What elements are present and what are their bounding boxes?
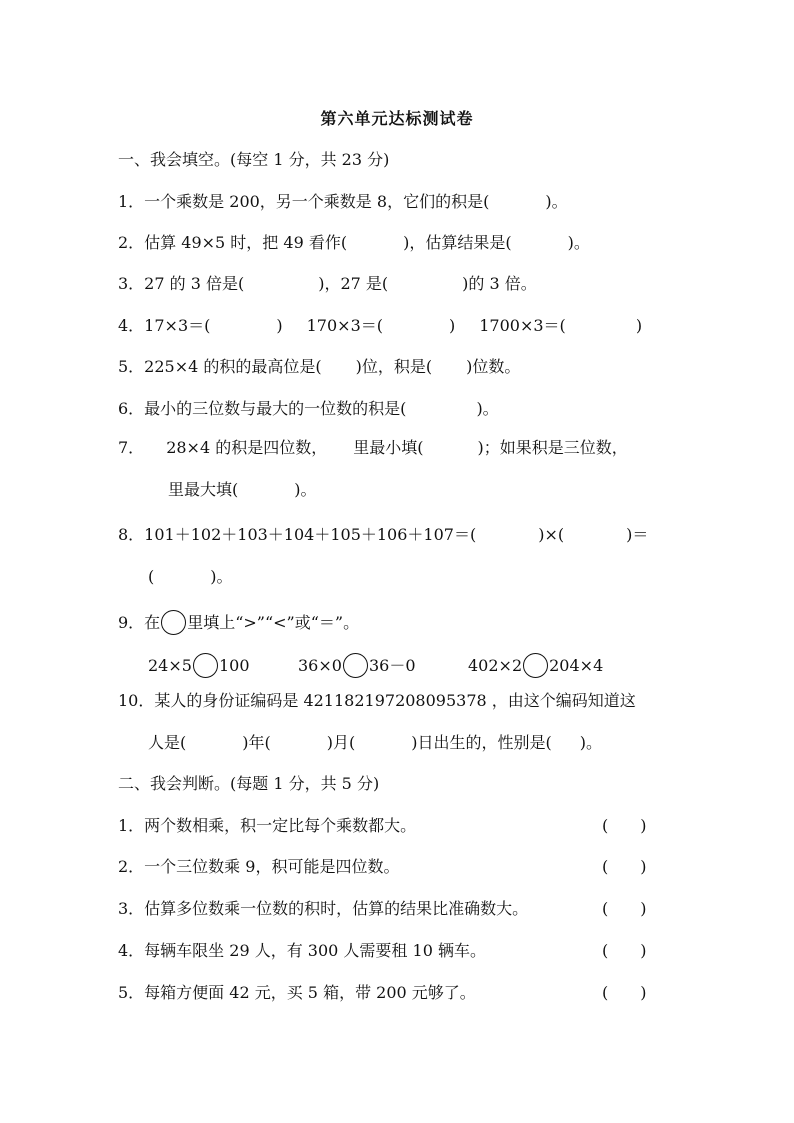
question-5: 5．225×4 的积的最高位是( )位，积是( )位数。	[118, 357, 521, 376]
judge-answer-1[interactable]: ( )	[602, 816, 647, 835]
question-8-line2: ( )。	[148, 567, 233, 586]
question-10-line1: 10．某人的身份证编码是 421182197208095378 ，由这个编码知道这	[118, 691, 636, 710]
question-4: 4．17×3＝( ) 170×3＝( ) 1700×3＝( )	[118, 316, 643, 335]
judge-answer-5[interactable]: ( )	[602, 983, 647, 1002]
judge-item-1: 1．两个数相乘，积一定比每个乘数都大。	[118, 816, 417, 835]
section2-heading: 二、我会判断。(每题 1 分，共 5 分)	[118, 774, 380, 793]
judge-item-2: 2．一个三位数乘 9，积可能是四位数。	[118, 857, 400, 876]
compare-circle[interactable]	[523, 653, 548, 678]
judge-answer-2[interactable]: ( )	[602, 857, 647, 876]
question-8-line1: 8．101＋102＋103＋104＋105＋106＋107＝( )×( )＝	[118, 525, 649, 544]
section1-heading: 一、我会填空。(每空 1 分，共 23 分)	[118, 150, 390, 169]
compare-item-2: 36×0 36－0	[298, 653, 416, 678]
circle-symbol	[161, 610, 186, 635]
page-title: 第六单元达标测试卷	[320, 109, 474, 128]
question-9: 9．在 里填上“>”“<”或“＝”。	[118, 610, 359, 635]
question-6: 6．最小的三位数与最大的一位数的积是( )。	[118, 399, 499, 418]
question-7-line1: 7． 28×4 的积是四位数， 里最小填( )；如果积是三位数，	[118, 438, 628, 457]
judge-item-5: 5．每箱方便面 42 元，买 5 箱，带 200 元够了。	[118, 983, 476, 1002]
judge-answer-4[interactable]: ( )	[602, 941, 647, 960]
question-10-line2: 人是( )年( )月( )日出生的，性别是( )。	[148, 733, 602, 752]
compare-item-3: 402×2 204×4	[468, 653, 603, 678]
question-2: 2．估算 49×5 时，把 49 看作( )，估算结果是( )。	[118, 233, 590, 252]
compare-item-1: 24×5 100	[148, 653, 250, 678]
compare-circle[interactable]	[343, 653, 368, 678]
question-7-line2: 里最大填( )。	[168, 480, 317, 499]
question-3: 3．27 的 3 倍是( )，27 是( )的 3 倍。	[118, 274, 537, 293]
question-1: 1．一个乘数是 200，另一个乘数是 8，它们的积是( )。	[118, 192, 568, 211]
compare-circle[interactable]	[193, 653, 218, 678]
judge-item-4: 4．每辆车限坐 29 人，有 300 人需要租 10 辆车。	[118, 941, 486, 960]
judge-answer-3[interactable]: ( )	[602, 899, 647, 918]
judge-item-3: 3．估算多位数乘一位数的积时，估算的结果比准确数大。	[118, 899, 529, 918]
